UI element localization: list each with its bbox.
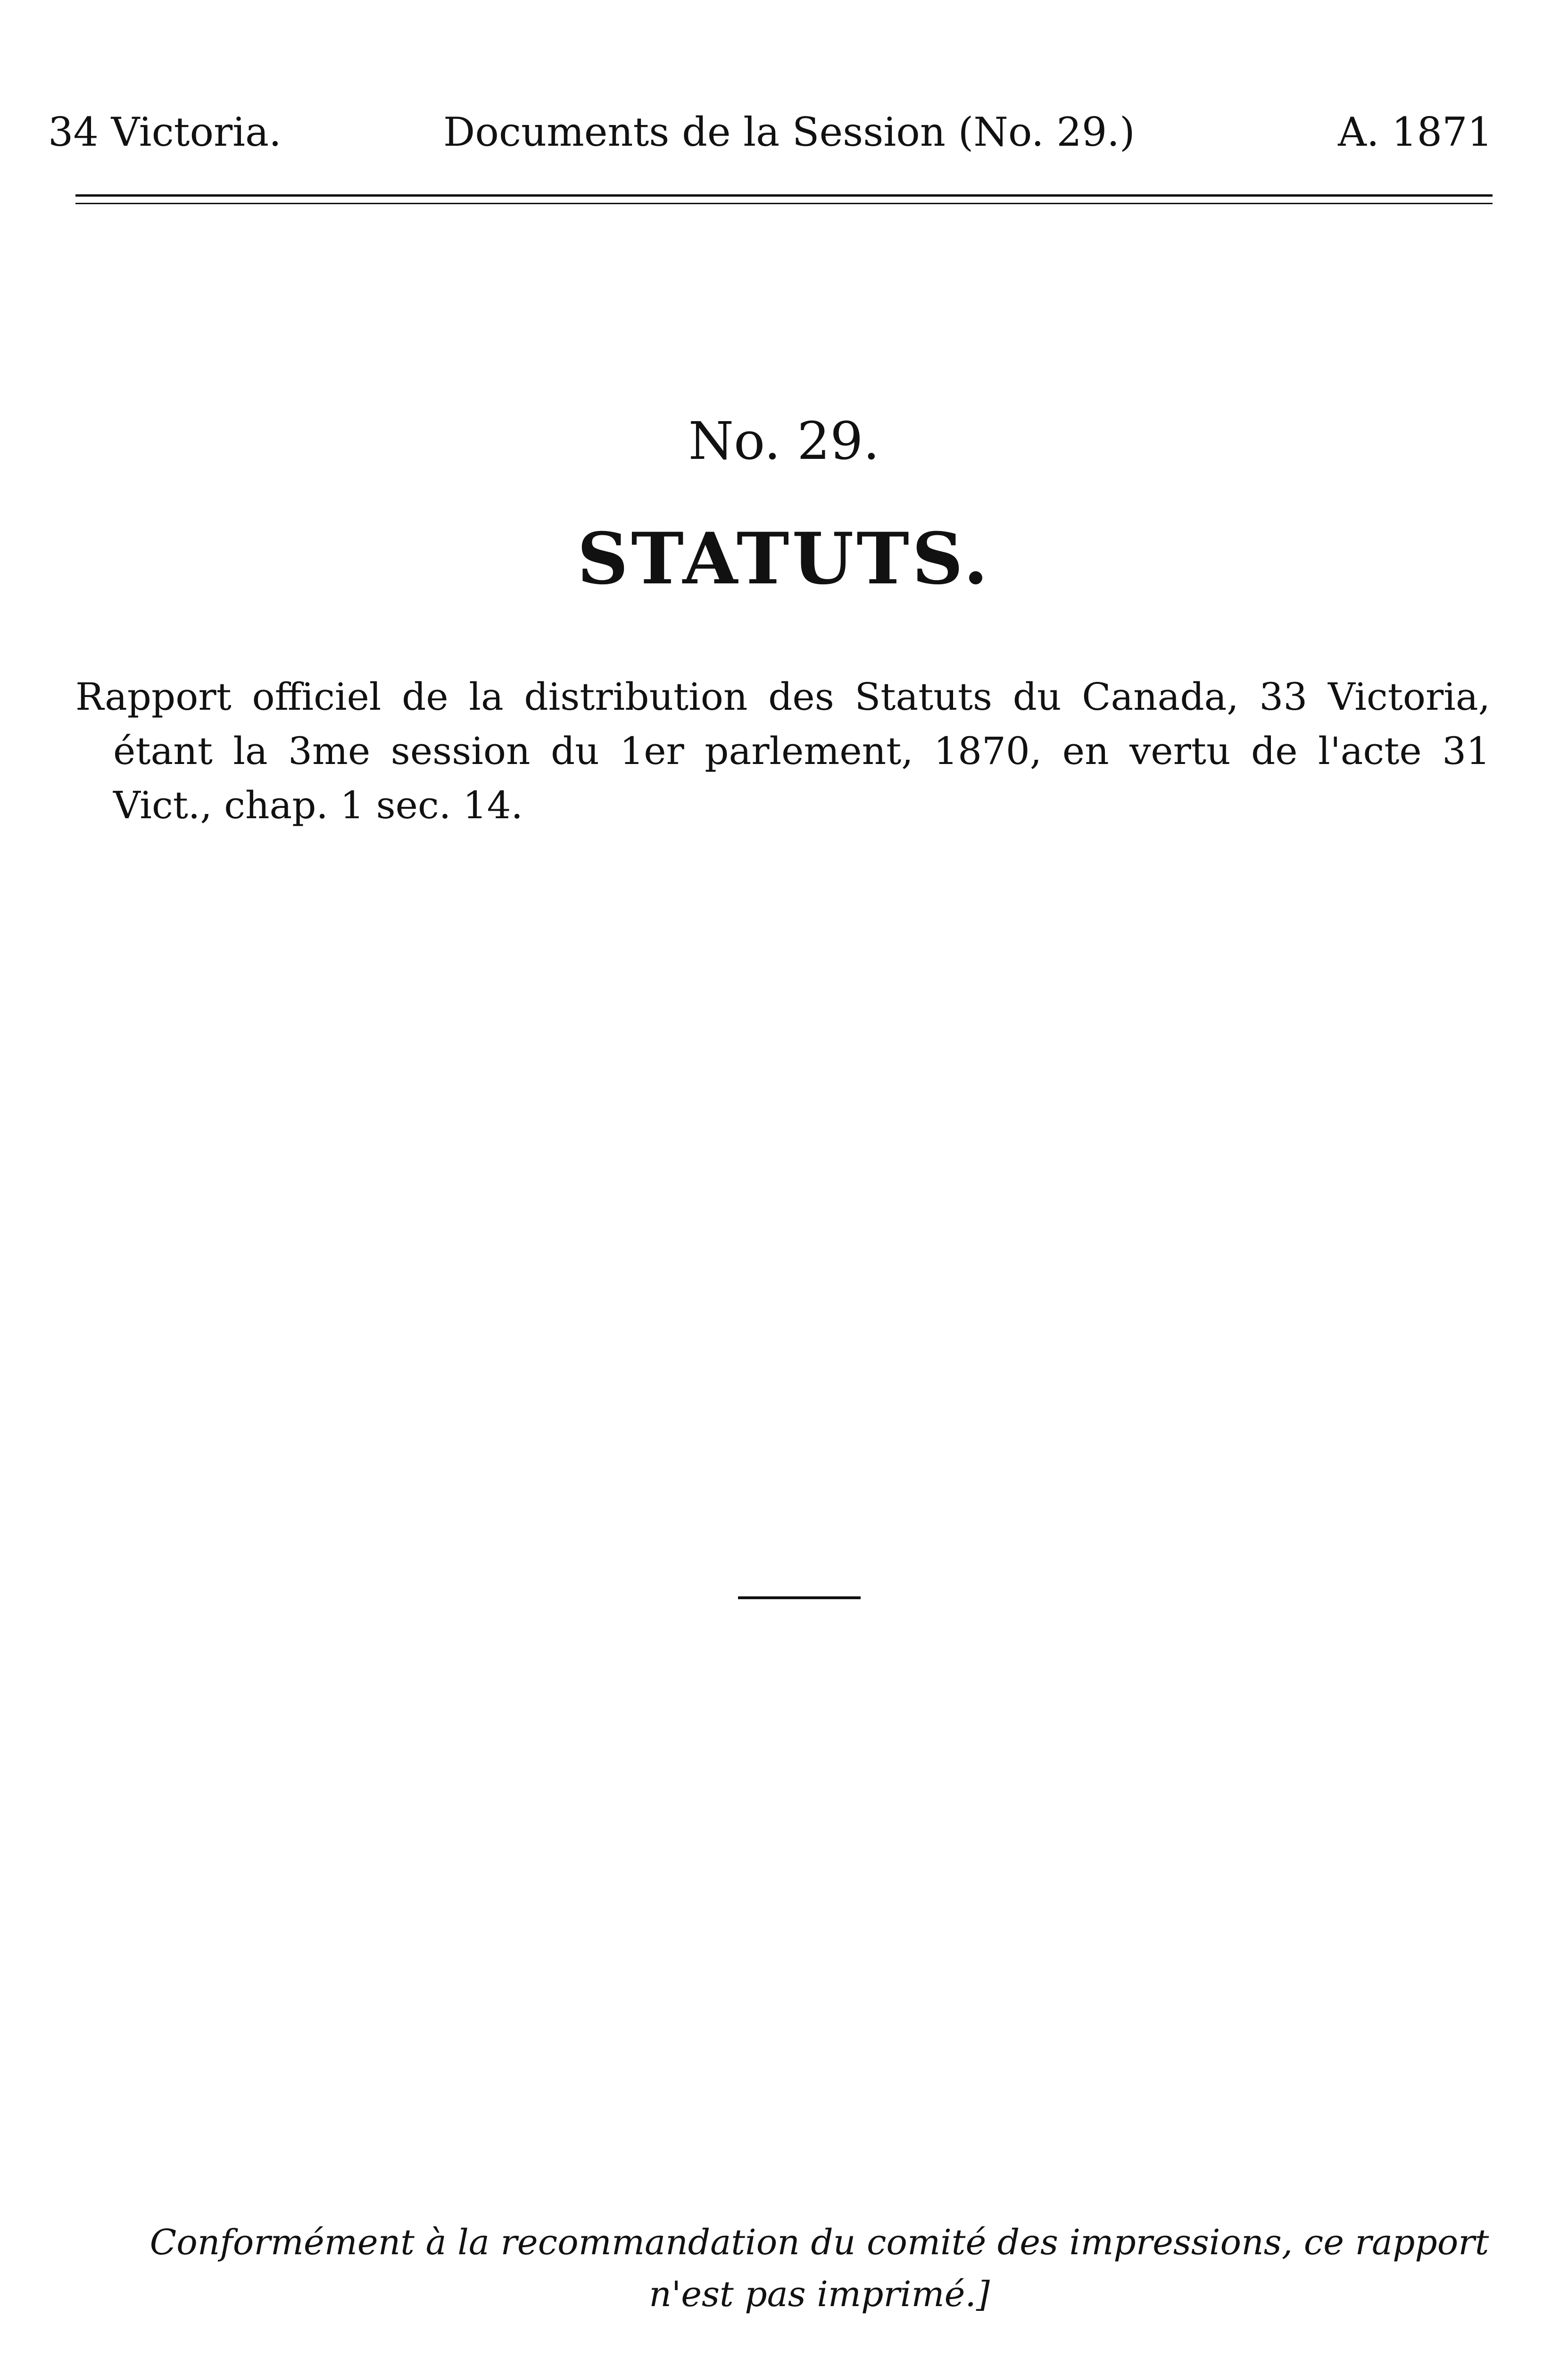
section-divider [738, 1596, 861, 1599]
document-summary-text: Rapport officiel de la distribution des Statuts du Canada, 33 Victoria, étant la 3me session du 1er parlement, 1870, en vertu de l'acte 31 Vict., chap. 1 sec. 14. [75, 675, 1490, 827]
header-rule-bottom [75, 203, 1493, 204]
document-summary [75, 670, 1490, 832]
running-head-volume: 34 Victoria. [48, 109, 282, 155]
running-head [0, 104, 1568, 160]
document-title: STATUTS. [577, 517, 991, 600]
running-head-year: A. 1871 [1338, 109, 1493, 155]
document-number: No. 29. [688, 411, 880, 471]
header-rule-top [75, 194, 1493, 197]
printing-committee-note: Conformément à la recommandation du comité des impressions, ce rapport n'est pas imprimé.] [149, 2222, 1489, 2315]
running-head-session: Documents de la Session (No. 29.) [443, 109, 1135, 155]
